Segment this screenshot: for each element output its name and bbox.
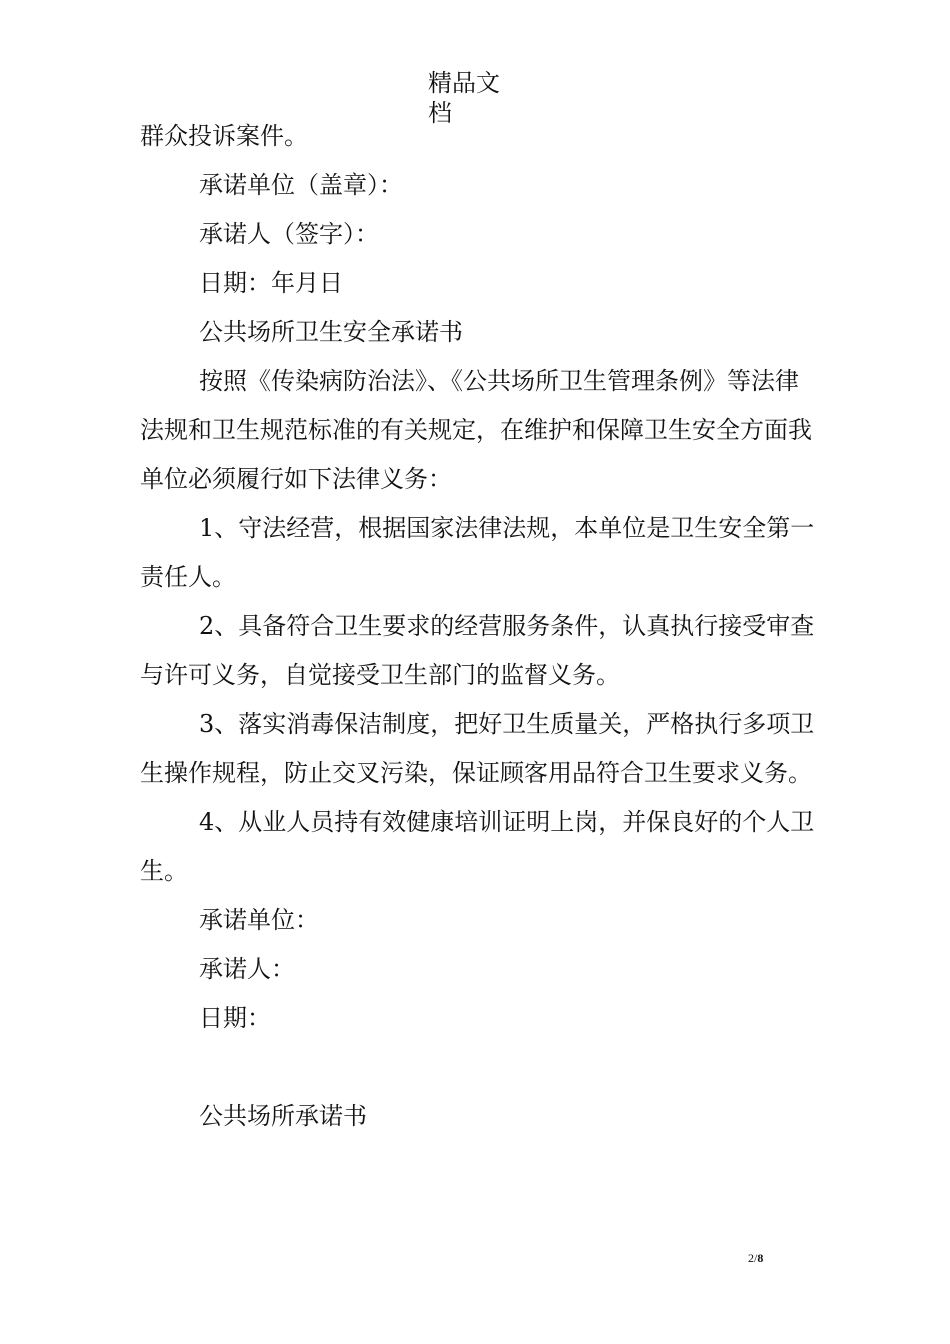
paragraph-complaint-cases: 群众投诉案件。 — [140, 122, 308, 150]
document-body — [140, 112, 820, 1141]
page-number-total: 8 — [757, 1251, 764, 1265]
list-item-obligation-1: 1、守法经营，根据国家法律法规，本单位是卫生安全第一责任人。 — [140, 514, 815, 591]
list-item-obligation-3: 3、落实消毒保洁制度，把好卫生质量关，严格执行多项卫生操作规程，防止交叉污染，保证顾客用品符合卫生要求义务。 — [140, 710, 815, 787]
paragraph-pledge-unit: 承诺单位： — [199, 906, 319, 934]
paragraph-date: 日期： — [199, 1004, 271, 1032]
section-title-public-place-pledge: 公共场所承诺书 — [199, 1102, 367, 1130]
section-title-safety-pledge: 公共场所卫生安全承诺书 — [199, 318, 463, 346]
paragraph-pledger: 承诺人： — [199, 955, 295, 983]
page-number-separator: / — [754, 1251, 758, 1265]
document-header-watermark: 精品文档 — [428, 69, 500, 127]
page-number-current: 2 — [748, 1251, 754, 1265]
paragraph-pledger-signature: 承诺人（签字）： — [199, 220, 379, 248]
list-item-obligation-4: 4、从业人员持有效健康培训证明上岗，并保良好的个人卫生。 — [140, 808, 815, 885]
page-number — [748, 1250, 763, 1266]
list-item-obligation-2: 2、具备符合卫生要求的经营服务条件，认真执行接受审查与许可义务，自觉接受卫生部门的监督义务。 — [140, 612, 815, 689]
paragraph-legal-obligations-intro: 按照《传染病防治法》、《公共场所卫生管理条例》等法律法规和卫生规范标准的有关规定，在维护和保障卫生安全方面我单位必须履行如下法律义务： — [140, 367, 812, 493]
paragraph-date-ymd: 日期：年月日 — [199, 269, 343, 297]
paragraph-pledge-unit-seal: 承诺单位（盖章）： — [199, 171, 403, 199]
